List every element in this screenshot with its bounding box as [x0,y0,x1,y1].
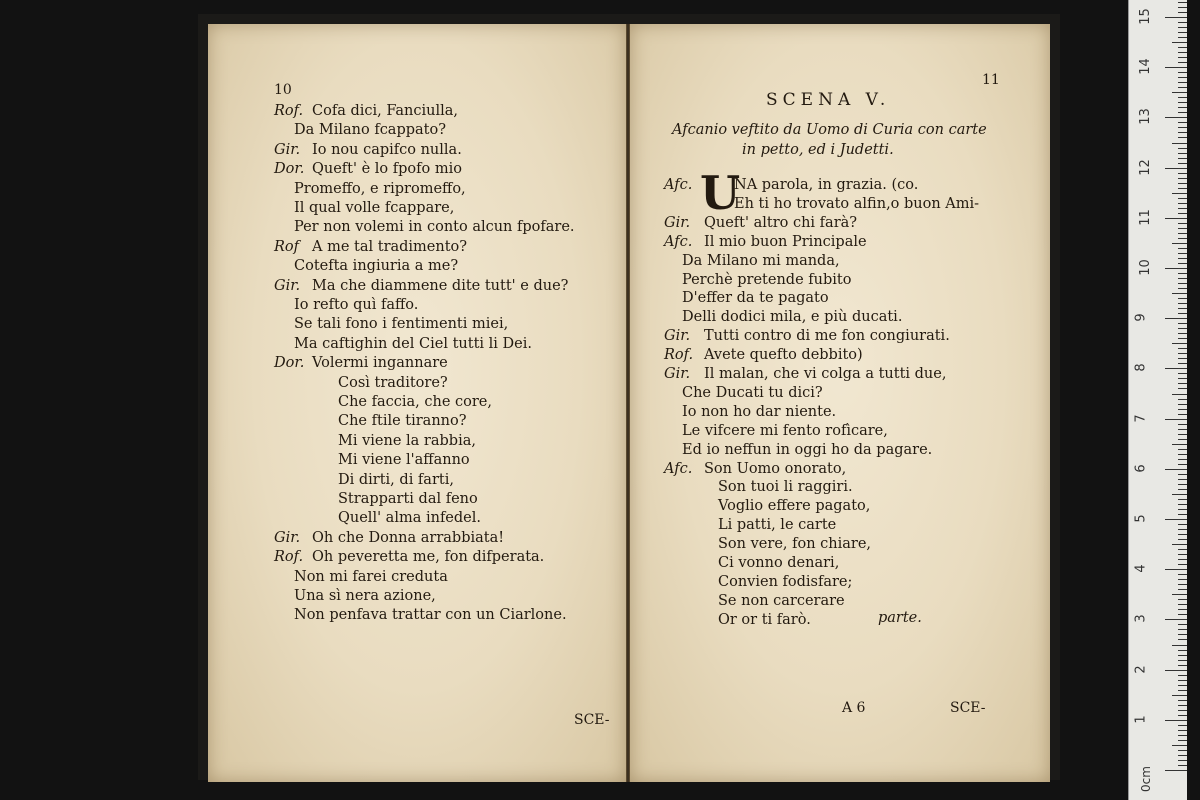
ruler-number: 11 [1137,209,1153,226]
line-text: Il mio buon Principale [704,233,867,250]
line-text: Convien fodisfare; [718,573,853,590]
ruler-tick [1178,690,1187,691]
ruler-tick [1178,514,1187,515]
line-text: Il malan, che vi colga a tutti due, [704,366,947,382]
line-text: Una sì nera azione, [294,588,436,604]
ruler-tick [1172,243,1187,244]
ruler-tick [1178,484,1187,485]
catchword-left: SCE- [574,712,610,728]
ruler-tick [1178,283,1187,284]
ruler-tick [1178,604,1187,605]
ruler-tick [1178,303,1187,304]
text-line [294,606,567,624]
text-line [294,568,448,586]
line-text: Promeffo, e ripromeffo, [294,180,466,197]
text-line [734,195,979,213]
line-text: Che Ducati tu dici? [682,384,823,401]
ruler-tick [1178,188,1187,189]
ruler-tick [1178,634,1187,635]
ruler-tick [1178,504,1187,505]
ruler-number: 2 [1133,664,1149,674]
text-line [338,393,492,411]
line-text: Queft' è lo fpofo mio [312,161,462,178]
text-line [718,592,845,610]
line-text: Che ftile tiranno? [338,413,467,430]
speaker-abbrev: Gir. [274,529,301,546]
ruler-tick [1178,363,1187,364]
speaker-abbrev: Rof [274,238,300,255]
text-line [338,509,481,527]
ruler-tick [1172,444,1187,445]
ruler-tick [1178,238,1187,239]
ruler-tick [1178,323,1187,324]
ruler-tick [1178,132,1187,133]
exit-note: parte. [878,610,922,626]
ruler-tick [1178,203,1187,204]
ruler-tick [1178,765,1187,766]
ruler-tick [1178,77,1187,78]
line-text: Per non volemi in conto alcun fpofare. [294,219,575,236]
ruler-tick [1178,158,1187,159]
ruler-tick [1165,670,1187,671]
ruler-tick [1178,474,1187,475]
text-line [338,432,476,450]
stage-direction-line-1: Afcanio veftito da Uomo di Curia con carte [672,122,987,138]
line-text: Io non ho dar niente. [682,403,837,420]
page-number-right: 11 [982,72,1000,88]
text-line [718,535,871,553]
ruler-unit-label: 0cm [1138,766,1153,792]
text-line [294,199,454,217]
line-text: Son vere, fon chiare, [718,536,872,553]
text-line [338,374,448,392]
ruler-tick [1178,574,1187,575]
ruler-tick [1165,67,1187,68]
ruler-tick [1178,614,1187,615]
ruler-tick [1178,127,1187,128]
text-line [294,335,532,353]
ruler-tick [1178,454,1187,455]
measuring-ruler [1128,0,1187,800]
ruler-tick [1178,710,1187,711]
ruler-tick [1178,479,1187,480]
ruler-tick [1178,549,1187,550]
ruler-tick [1178,122,1187,123]
line-text: Oh peveretta me, fon difperata. [312,549,545,566]
ruler-tick [1165,569,1187,570]
line-text: Avete quefto debbito) [704,347,863,364]
line-text: Son Uomo onorato, [704,460,847,477]
text-line [718,516,836,534]
ruler-tick [1178,459,1187,460]
ruler-tick [1178,429,1187,430]
ruler-tick [1178,72,1187,73]
speaker-abbrev: Dor. [274,161,305,178]
speaker-abbrev: Gir. [274,277,301,294]
ruler-tick [1178,685,1187,686]
ruler-tick [1178,32,1187,33]
line-text: Cofa dici, Fanciulla, [312,103,459,119]
ruler-tick [1178,97,1187,98]
speaker-abbrev: Gir. [664,328,691,345]
text-line [682,384,823,402]
ruler-tick [1178,223,1187,224]
ruler-tick [1178,173,1187,174]
line-text: Non penfava trattar con un Ciarlone. [294,607,567,624]
ruler-tick [1178,639,1187,640]
text-line [682,252,840,270]
line-text: Ma che diammene dite tutt' e due? [312,277,569,294]
ruler-number: 10 [1137,259,1153,276]
ruler-tick [1178,660,1187,661]
speaker-abbrev: Afc. [664,177,693,193]
ruler-tick [1178,163,1187,164]
ruler-tick [1165,770,1187,771]
line-text: Da Milano fcappato? [294,122,446,139]
page-number-left: 10 [274,82,292,98]
ruler-tick [1172,494,1187,495]
ruler-tick [1178,273,1187,274]
ruler-tick [1178,609,1187,610]
ruler-tick [1178,730,1187,731]
ruler-tick [1178,599,1187,600]
ruler-tick [1178,298,1187,299]
ruler-tick [1178,263,1187,264]
ruler-number: 13 [1137,108,1153,126]
ruler-tick [1178,308,1187,309]
ruler-tick [1178,278,1187,279]
line-text: Mi viene l'affanno [338,452,470,469]
line-text: A me tal tradimento? [312,238,468,255]
ruler-tick [1178,102,1187,103]
ruler-number: 8 [1133,363,1149,373]
line-text: Quell' alma infedel. [338,510,481,527]
speaker-abbrev: Gir. [664,214,691,231]
ruler-tick [1165,117,1187,118]
line-text: Tutti contro di me fon congiurati. [704,328,950,345]
text-line [718,478,853,496]
ruler-tick [1172,92,1187,93]
line-text: Perchè pretende fubito [682,271,852,288]
ruler-tick [1172,343,1187,344]
ruler-tick [1178,665,1187,666]
ruler-tick [1178,228,1187,229]
ruler-tick [1178,52,1187,53]
ruler-number: 5 [1133,514,1149,523]
ruler-tick [1178,559,1187,560]
ruler-tick [1178,539,1187,540]
ruler-tick [1178,750,1187,751]
ruler-tick [1178,22,1187,23]
ruler-tick [1178,358,1187,359]
ruler-tick [1178,383,1187,384]
ruler-tick [1178,233,1187,234]
ruler-tick [1178,47,1187,48]
ruler-tick [1165,318,1187,319]
ruler-tick [1178,178,1187,179]
line-text: Mi viene la rabbia, [338,432,476,449]
ruler-tick [1178,82,1187,83]
line-text: Il qual volle fcappare, [294,200,455,216]
line-text: Oh che Donna arrabbiata! [312,529,505,546]
speaker-abbrev: Rof. [664,347,694,364]
ruler-tick [1165,519,1187,520]
ruler-number: 7 [1133,413,1149,423]
catchword-right: SCE- [950,700,986,716]
speaker-abbrev: Gir. [664,366,691,382]
right-page [630,24,1050,782]
ruler-number: 9 [1133,313,1149,322]
text-line [294,218,575,236]
ruler-tick [1172,193,1187,194]
ruler-tick [1165,419,1187,420]
line-text: Ci vonno denari, [718,555,840,571]
ruler-tick [1178,439,1187,440]
ruler-tick [1178,288,1187,289]
ruler-tick [1172,594,1187,595]
ruler-tick [1178,253,1187,254]
text-line [718,554,839,572]
ruler-tick [1178,338,1187,339]
text-line [682,271,851,289]
ruler-tick [1178,399,1187,400]
text-line [682,441,932,459]
line-text: Voglio effere pagato, [718,498,871,515]
ruler-tick [1178,404,1187,405]
ruler-number: 15 [1137,8,1153,25]
ruler-tick [1178,2,1187,3]
line-text: Ed io neffun in oggi ho da pagare. [682,441,933,458]
line-text: Volermi ingannare [312,355,448,372]
ruler-tick [1178,675,1187,676]
ruler-tick [1178,554,1187,555]
ruler-tick [1165,619,1187,620]
ruler-number: 3 [1133,614,1149,624]
ruler-number: 6 [1133,464,1149,473]
text-line [294,296,418,314]
ruler-tick [1172,544,1187,545]
text-line [338,451,470,469]
line-text: D'effer da te pagato [682,290,829,307]
line-text: Li patti, le carte [718,517,837,534]
ruler-tick [1165,218,1187,219]
ruler-tick [1178,313,1187,314]
ruler-tick [1172,293,1187,294]
ruler-tick [1178,509,1187,510]
ruler-tick [1172,645,1187,646]
ruler-tick [1178,725,1187,726]
text-line [718,573,852,591]
ruler-tick [1178,755,1187,756]
line-text: Le vifcere mi fento rofìcare, [682,422,888,439]
ruler-tick [1178,735,1187,736]
ruler-tick [1178,27,1187,28]
ruler-tick [1178,7,1187,8]
ruler-tick [1178,107,1187,108]
ruler-tick [1178,183,1187,184]
line-text: Se non carcerare [718,592,845,609]
ruler-tick [1165,168,1187,169]
line-text: Di dirti, di farti, [338,471,454,488]
line-text: Così traditore? [338,374,448,391]
scene-title: SCENA V. [766,90,891,110]
line-text: NA parola, in grazia. (co. [734,177,919,193]
ruler-tick [1178,213,1187,214]
ruler-number: 12 [1137,158,1153,176]
ruler-tick [1178,624,1187,625]
ruler-tick [1165,268,1187,269]
ruler-tick [1178,373,1187,374]
ruler-tick [1178,62,1187,63]
ruler-tick [1178,333,1187,334]
ruler-tick [1178,378,1187,379]
ruler-tick [1178,564,1187,565]
ruler-tick [1178,208,1187,209]
ruler-tick [1178,760,1187,761]
ruler-tick [1178,715,1187,716]
ruler-tick [1178,434,1187,435]
line-text: Strapparti dal feno [338,491,478,507]
speaker-abbrev: Afc. [664,460,693,477]
ruler-tick [1178,424,1187,425]
ruler-tick [1178,449,1187,450]
ruler-tick [1178,87,1187,88]
ruler-tick [1178,629,1187,630]
ruler-tick [1165,368,1187,369]
text-line [338,471,454,489]
ruler-tick [1178,248,1187,249]
ruler-number: 14 [1137,58,1153,75]
ruler-tick [1178,137,1187,138]
ruler-tick [1178,529,1187,530]
text-line [294,587,436,605]
speaker-abbrev: Rof. [274,103,304,119]
speaker-abbrev: Afc. [664,233,693,250]
left-page [208,24,626,782]
line-text: Non mi farei creduta [294,568,448,585]
line-text: Eh ti ho trovato alfin,o buon Ami- [734,195,980,212]
line-text: Se tali fono i fentimenti miei, [294,316,509,333]
ruler-tick [1178,153,1187,154]
ruler-tick [1172,143,1187,144]
text-line [682,308,902,326]
ruler-tick [1178,489,1187,490]
ruler-tick [1178,198,1187,199]
ruler-tick [1165,720,1187,721]
ruler-number: 1 [1133,715,1149,724]
drop-cap: U [700,166,741,220]
line-text: Io nou capifco nulla. [312,141,462,158]
ruler-tick [1172,745,1187,746]
ruler-tick [1165,469,1187,470]
ruler-tick [1178,414,1187,415]
text-line [338,412,467,430]
ruler-tick [1178,589,1187,590]
text-line [338,490,478,508]
ruler-tick [1178,700,1187,701]
ruler-tick [1178,705,1187,706]
ruler-tick [1178,328,1187,329]
line-text: Delli dodici mila, e più ducati. [682,309,903,326]
speaker-abbrev: Rof. [274,549,304,566]
ruler-tick [1172,394,1187,395]
ruler-tick [1178,37,1187,38]
signature-mark: A 6 [842,700,866,716]
text-line [294,180,466,198]
stage-direction-line-2: in petto, ed i Judetti. [742,142,894,158]
ruler-number: 4 [1133,564,1149,573]
ruler-tick [1178,464,1187,465]
ruler-tick [1178,409,1187,410]
text-line [718,611,811,629]
ruler-tick [1178,148,1187,149]
ruler-tick [1178,57,1187,58]
speaker-abbrev: Gir. [274,141,301,158]
ruler-tick [1172,695,1187,696]
ruler-tick [1178,655,1187,656]
ruler-tick [1165,17,1187,18]
text-line [294,257,458,275]
line-text: Ma caftighin del Ciel tutti li Dei. [294,335,532,352]
ruler-tick [1178,650,1187,651]
ruler-tick [1178,740,1187,741]
ruler-tick [1172,42,1187,43]
text-line [682,403,836,421]
text-line [682,289,829,307]
line-text: Or or ti farò. [718,611,811,628]
ruler-tick [1178,112,1187,113]
line-text: Che faccia, che core, [338,394,492,410]
ruler-tick [1178,680,1187,681]
speaker-abbrev: Dor. [274,355,305,372]
text-line [682,422,888,440]
ruler-tick [1178,579,1187,580]
ruler-tick [1178,388,1187,389]
ruler-tick [1178,584,1187,585]
line-text: Queft' altro chi farà? [704,214,858,231]
text-line [294,315,508,333]
text-line [294,121,446,139]
ruler-tick [1178,524,1187,525]
ruler-tick [1178,353,1187,354]
open-book [198,14,1060,780]
text-line [718,497,870,515]
ruler-tick [1178,348,1187,349]
line-text: Cotefta ingiuria a me? [294,258,459,275]
ruler-tick [1178,499,1187,500]
ruler-tick [1178,258,1187,259]
ruler-tick [1178,12,1187,13]
line-text: Io refto quì faffo. [294,297,419,313]
ruler-tick [1178,534,1187,535]
line-text: Son tuoi li raggiri. [718,479,853,496]
line-text: Da Milano mi manda, [682,252,840,269]
